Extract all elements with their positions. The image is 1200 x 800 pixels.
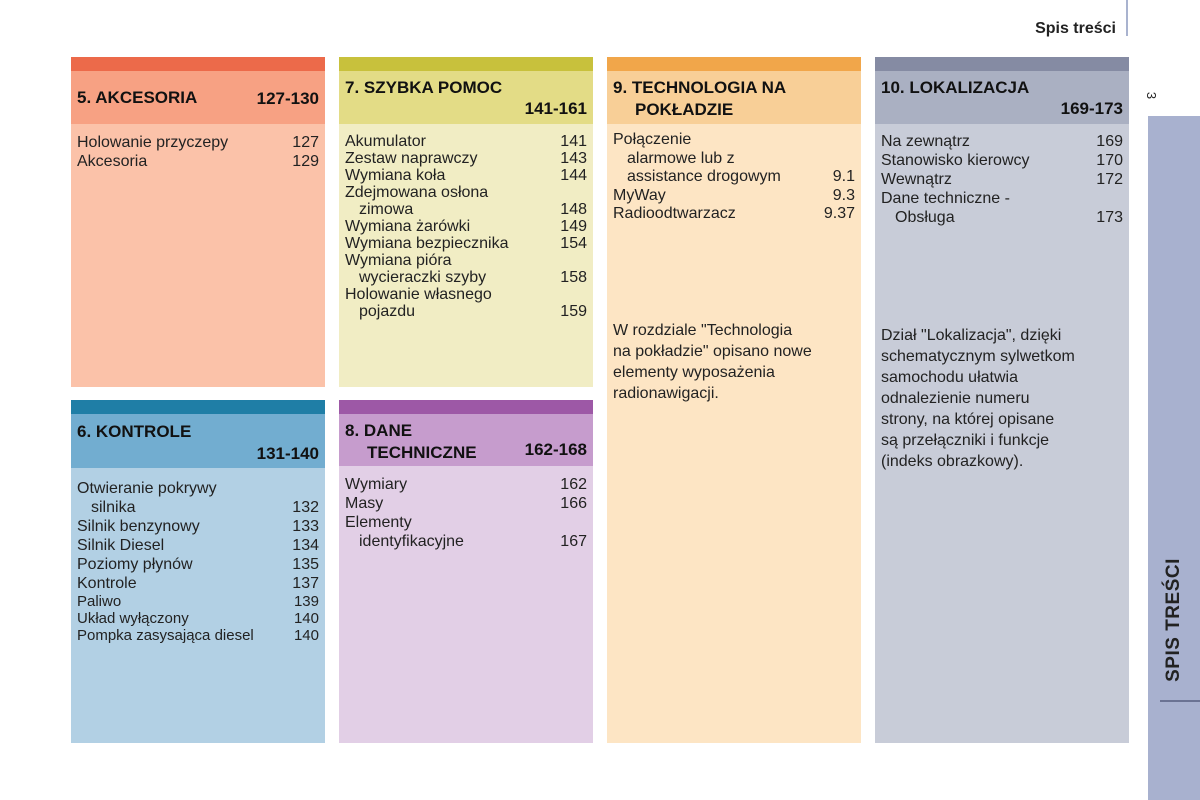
- section-title-line2[interactable]: TECHNICZNE: [367, 443, 477, 462]
- section-color-bar: [71, 57, 325, 71]
- section-color-bar: [339, 400, 593, 414]
- section-title[interactable]: 5. AKCESORIA: [77, 88, 198, 107]
- list-item[interactable]: zimowa 148: [359, 201, 587, 218]
- section-page-range[interactable]: 127-130: [256, 89, 319, 108]
- side-tab-divider: [1160, 700, 1200, 702]
- list-item[interactable]: Połączenie: [613, 131, 692, 148]
- section-title-line1[interactable]: 9. TECHNOLOGIA NA: [613, 78, 787, 97]
- list-item[interactable]: Radioodtwarzacz 9.37: [613, 205, 855, 222]
- section-page-range[interactable]: 131-140: [256, 444, 319, 463]
- section-page-range[interactable]: 169-173: [1060, 99, 1123, 118]
- section-kontrole: [71, 400, 325, 743]
- section-page-range[interactable]: 162-168: [524, 440, 587, 459]
- list-item[interactable]: Holowanie przyczepy 127: [77, 134, 319, 151]
- list-item[interactable]: Poziomy płynów 135: [77, 556, 319, 573]
- list-item[interactable]: Na zewnątrz 169: [881, 133, 1123, 150]
- section-color-bar: [875, 57, 1129, 71]
- section-akcesoria: [71, 57, 325, 387]
- list-item[interactable]: Elementy: [345, 514, 412, 531]
- list-item[interactable]: Kontrole 137: [77, 575, 319, 592]
- side-tab[interactable]: [1148, 116, 1200, 800]
- list-item[interactable]: Holowanie własnego: [345, 286, 492, 303]
- section-color-bar: [607, 57, 861, 71]
- list-item[interactable]: Wymiana koła 144: [345, 167, 587, 184]
- list-item[interactable]: silnika 132: [91, 499, 319, 516]
- section-title-line1[interactable]: 8. DANE: [345, 421, 413, 440]
- list-item[interactable]: Pompka zasysająca diesel 140: [77, 627, 319, 644]
- list-item[interactable]: wycieraczki szyby 158: [359, 269, 587, 286]
- list-item[interactable]: Zestaw naprawczy 143: [345, 150, 587, 167]
- section-description: Dział "Lokalizacja", dzięki schematycznym sylwetkom samochodu ułatwia odnalezienie numeru strony, na której opisane są przełączniki i funkcje (indeks obrazkowy).: [881, 327, 1075, 470]
- section-page-range[interactable]: 141-161: [524, 99, 587, 118]
- header-divider: [1126, 0, 1128, 36]
- section-title[interactable]: 10. LOKALIZACJA: [881, 78, 1030, 97]
- list-item[interactable]: assistance drogowym 9.1: [627, 168, 855, 185]
- list-item[interactable]: Układ wyłączony 140: [77, 610, 319, 627]
- list-item[interactable]: Silnik benzynowy 133: [77, 518, 319, 535]
- list-item[interactable]: Wymiana pióra: [345, 252, 452, 269]
- list-item[interactable]: Wewnątrz 172: [881, 171, 1123, 188]
- list-item[interactable]: Wymiana żarówki 149: [345, 218, 587, 235]
- list-item[interactable]: pojazdu 159: [359, 303, 587, 320]
- list-item[interactable]: Stanowisko kierowcy 170: [881, 152, 1123, 169]
- section-color-bar: [339, 57, 593, 71]
- list-item[interactable]: Zdejmowana osłona: [345, 184, 489, 201]
- section-title[interactable]: 6. KONTROLE: [77, 422, 192, 441]
- list-item[interactable]: Paliwo 139: [77, 593, 319, 610]
- section-title-line2[interactable]: POKŁADZIE: [635, 100, 734, 119]
- section-lokalizacja: [875, 57, 1129, 743]
- section-technologia: [607, 57, 861, 743]
- section-list: [339, 124, 593, 320]
- list-item[interactable]: Wymiary 162: [345, 476, 587, 493]
- list-item[interactable]: identyfikacyjne 167: [359, 533, 587, 550]
- section-dane-techniczne: [339, 400, 593, 743]
- section-list: [339, 466, 593, 551]
- list-item[interactable]: Masy 166: [345, 495, 587, 512]
- list-item[interactable]: Wymiana bezpiecznika 154: [345, 235, 587, 252]
- list-item[interactable]: MyWay 9.3: [613, 186, 855, 204]
- section-color-bar: [71, 400, 325, 414]
- page-title: Spis treści: [1035, 20, 1116, 37]
- section-title[interactable]: 7. SZYBKA POMOC: [345, 78, 503, 97]
- list-item[interactable]: Otwieranie pokrywy: [77, 480, 217, 497]
- section-description: W rozdziale "Technologia na pokładzie" opisano nowe elementy wyposażenia radionawigacji.: [613, 322, 812, 402]
- section-list: [875, 124, 1129, 227]
- list-item[interactable]: Akumulator 141: [345, 133, 587, 150]
- list-item[interactable]: Silnik Diesel 134: [77, 537, 319, 554]
- section-szybka-pomoc: [339, 57, 593, 387]
- page-number: 3: [1144, 91, 1160, 100]
- section-list: [607, 124, 861, 224]
- list-item[interactable]: alarmowe lub z: [627, 149, 735, 167]
- side-tab-label: SPIS TREŚCI: [1163, 558, 1184, 682]
- section-list: [71, 468, 325, 644]
- list-item[interactable]: Dane techniczne -: [881, 190, 1010, 207]
- section-list: [71, 124, 325, 171]
- list-item[interactable]: Obsługa 173: [895, 209, 1123, 226]
- list-item[interactable]: Akcesoria 129: [77, 153, 319, 170]
